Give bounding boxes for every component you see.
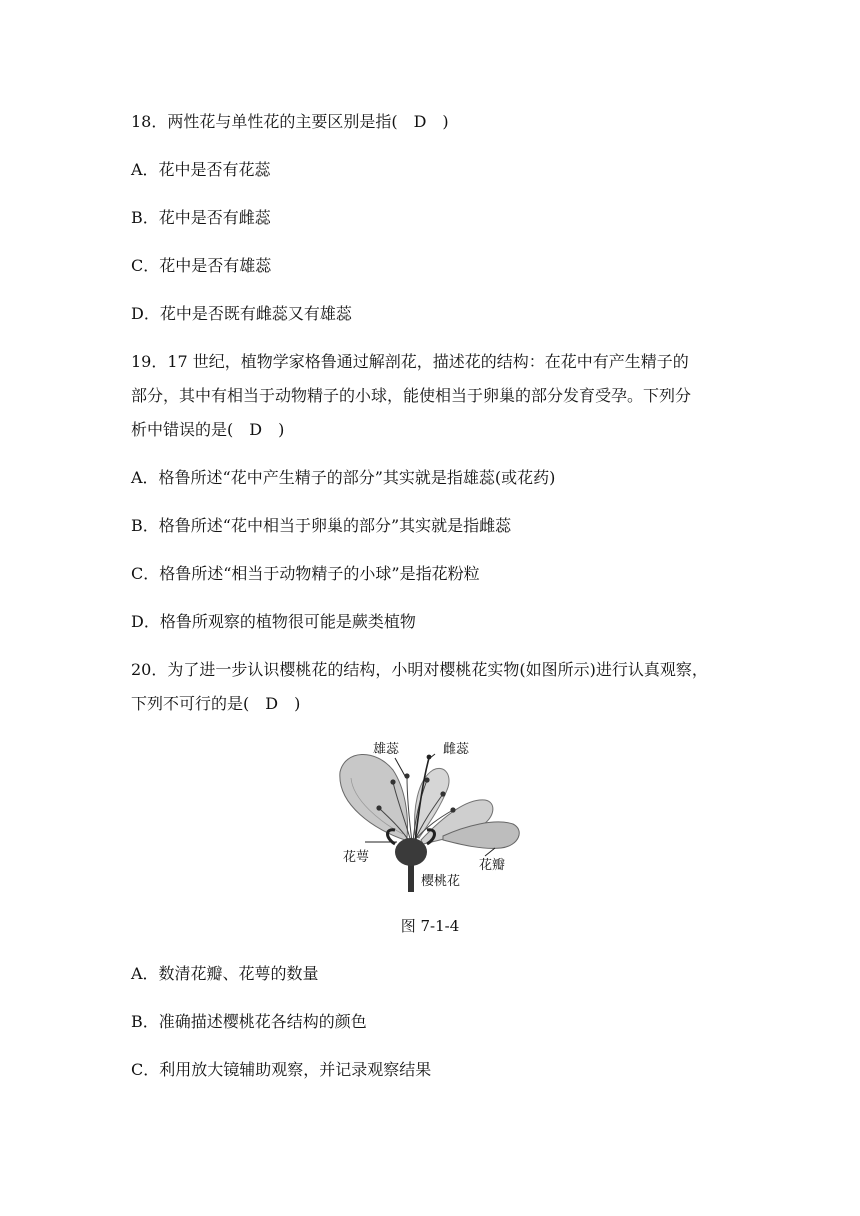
question-20-stem-line-1: 20．为了进一步认识樱桃花的结构，小明对樱桃花实物(如图所示)进行认真观察，	[131, 660, 708, 679]
question-18-stem: 18．两性花与单性花的主要区别是指( D )	[131, 112, 449, 131]
question-19-option-b: B．格鲁所述“花中相当于卵巢的部分”其实就是指雌蕊	[131, 516, 512, 535]
question-18-option-d: D．花中是否既有雌蕊又有雄蕊	[131, 304, 352, 323]
figure-caption: 图 7-1-4	[400, 917, 460, 935]
question-19-stem-line-1: 19．17 世纪，植物学家格鲁通过解剖花，描述花的结构：在花中有产生精子的	[131, 352, 689, 371]
figure-label-stamen: 雄蕊	[373, 742, 400, 757]
question-19-option-d: D．格鲁所观察的植物很可能是蕨类植物	[131, 612, 416, 631]
figure-label-pistil: 雌蕊	[443, 742, 470, 757]
figure-label-cherry-blossom: 樱桃花	[421, 874, 461, 889]
question-19-stem-line-2: 部分，其中有相当于动物精子的小球，能使相当于卵巢的部分发育受孕。下列分	[131, 386, 692, 405]
question-20-stem-line-2: 下列不可行的是( D )	[131, 694, 301, 713]
question-19-stem-line-3: 析中错误的是( D )	[131, 420, 285, 439]
question-20-option-a: A．数清花瓣、花萼的数量	[131, 964, 319, 983]
cherry-blossom-figure	[335, 730, 525, 892]
question-20-option-c: C．利用放大镜辅助观察，并记录观察结果	[131, 1060, 432, 1079]
question-20-option-b: B．准确描述樱桃花各结构的颜色	[131, 1012, 367, 1031]
question-18-option-a: A．花中是否有花蕊	[131, 160, 271, 179]
question-18-option-c: C．花中是否有雄蕊	[131, 256, 272, 275]
figure-label-petal: 花瓣	[479, 858, 506, 873]
question-19-option-c: C．格鲁所述“相当于动物精子的小球”是指花粉粒	[131, 564, 480, 583]
figure-label-sepal: 花萼	[343, 850, 370, 865]
question-19-option-a: A．格鲁所述“花中产生精子的部分”其实就是指雄蕊(或花药)	[131, 468, 556, 487]
question-18-option-b: B．花中是否有雌蕊	[131, 208, 271, 227]
